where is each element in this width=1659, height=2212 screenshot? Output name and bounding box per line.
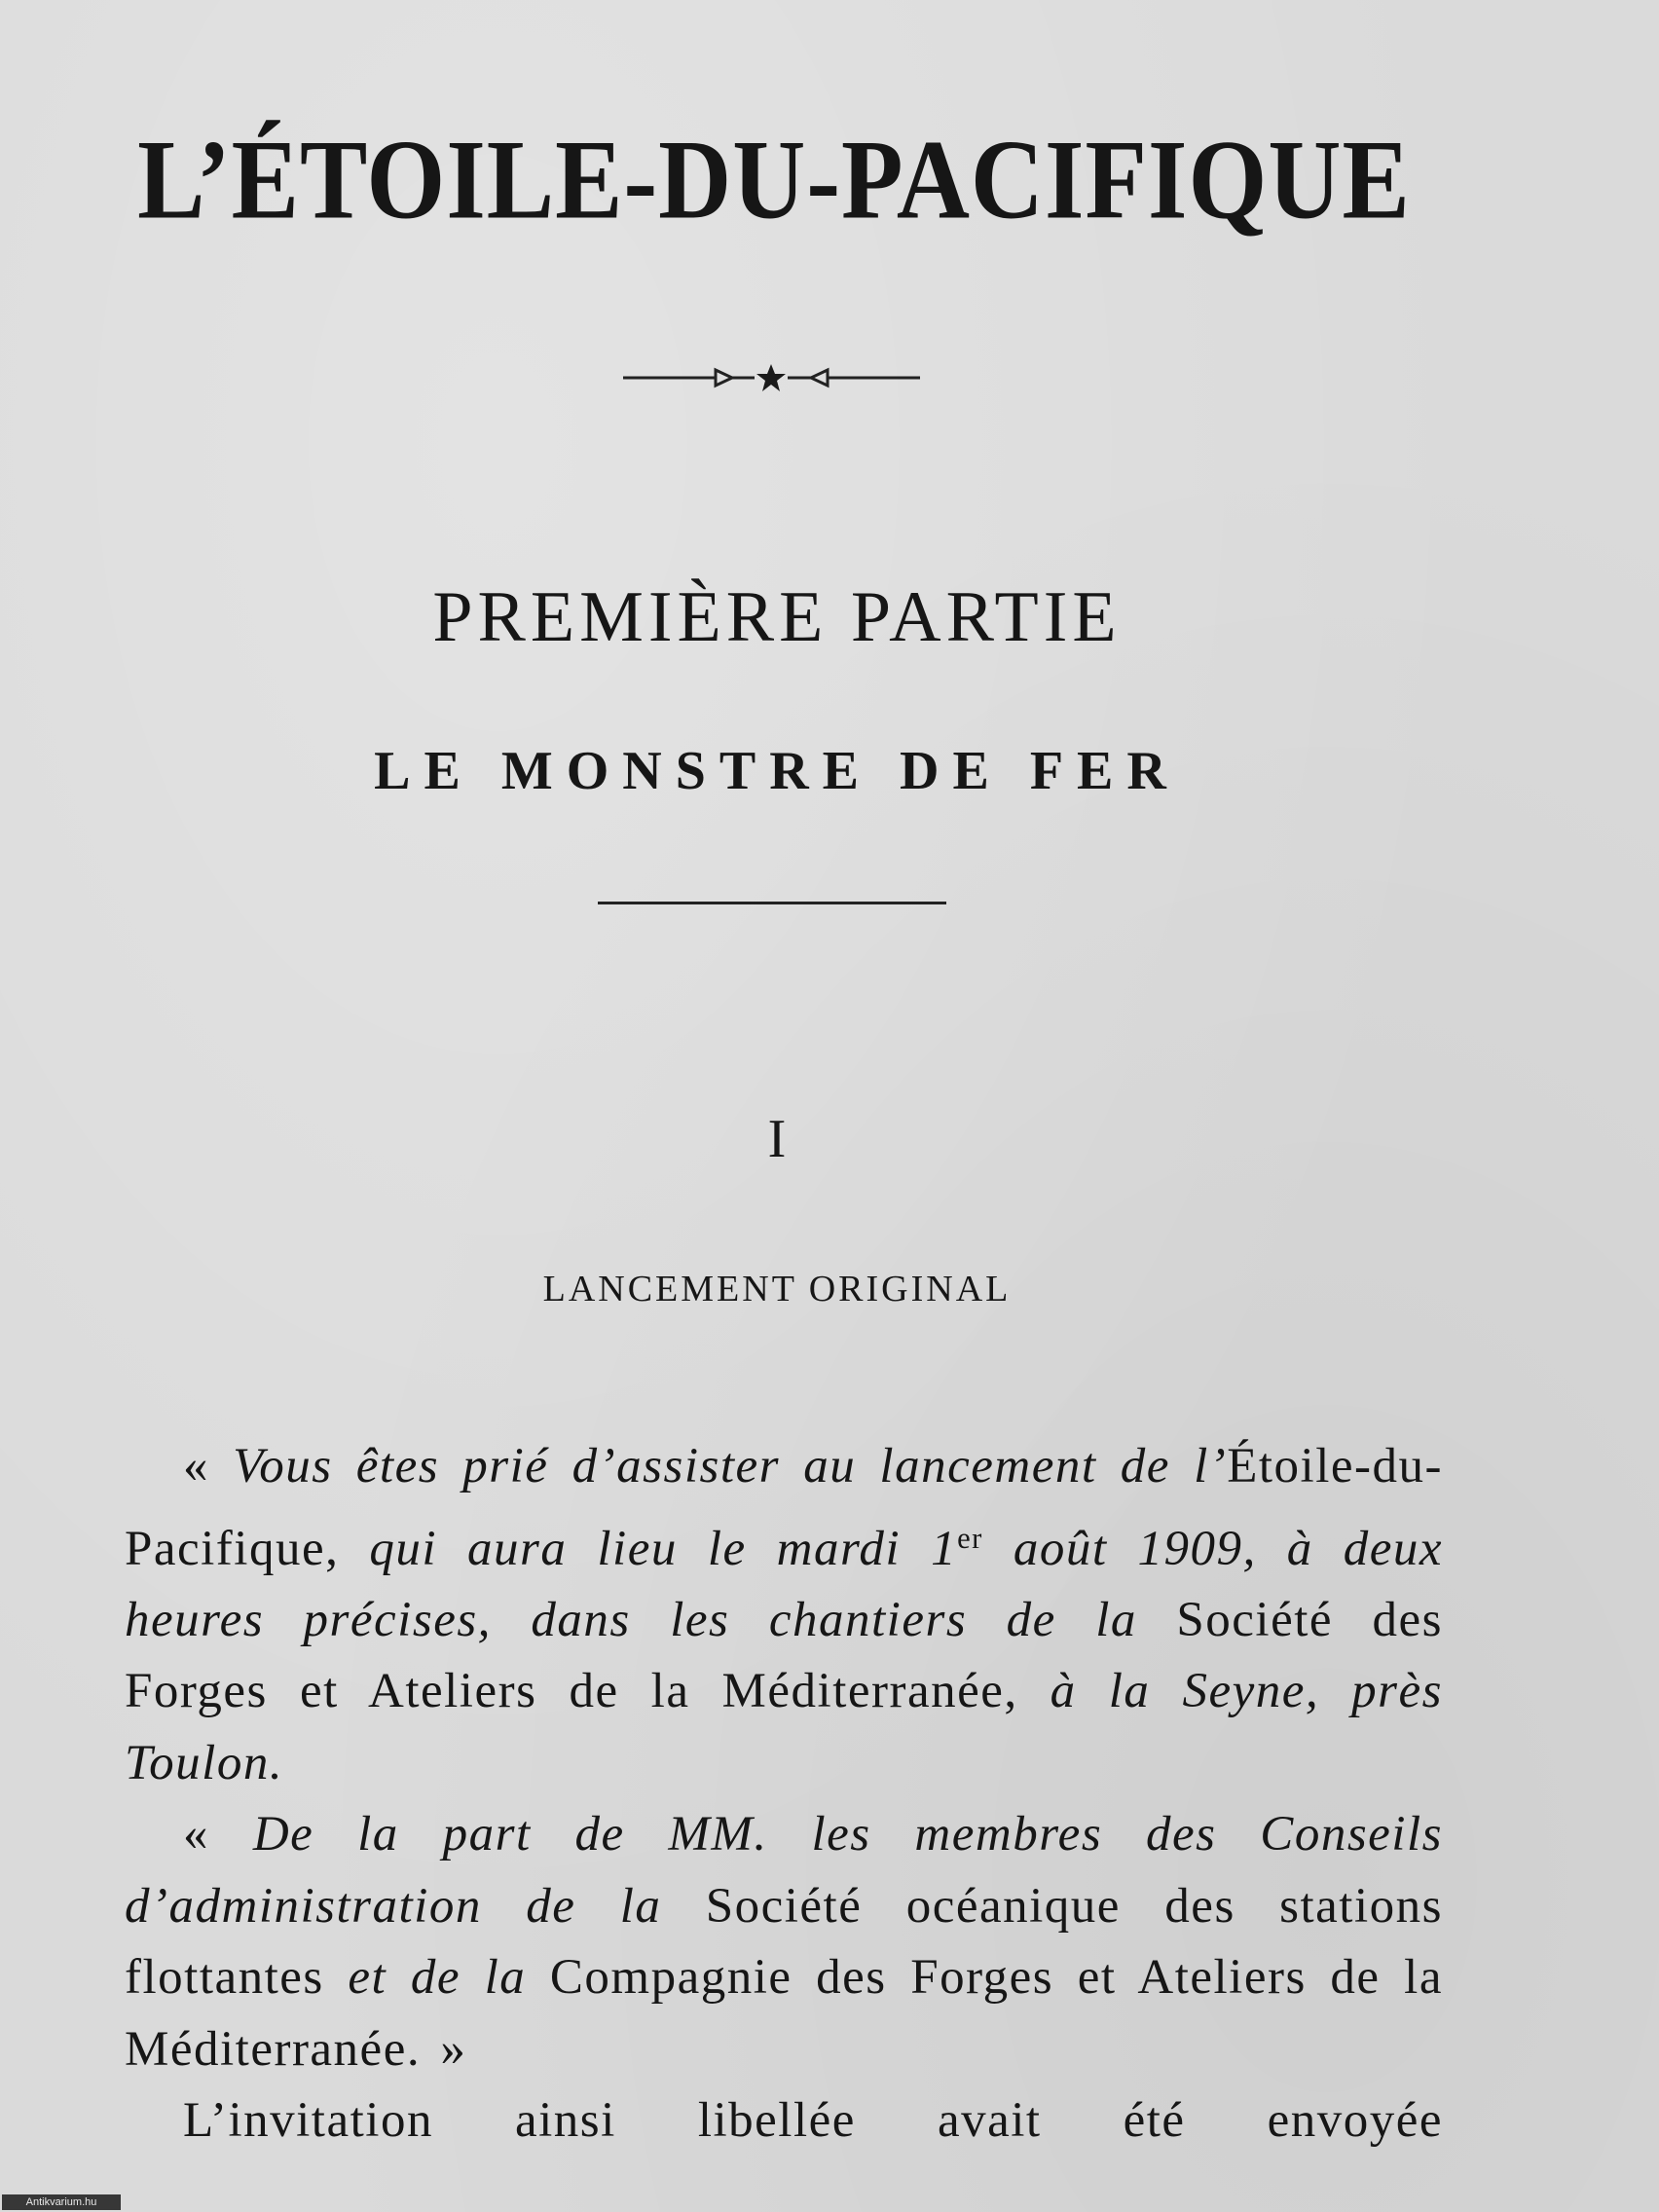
- roman-text: «: [183, 1807, 253, 1862]
- part-title: PREMIÈRE PARTIE: [432, 577, 1122, 657]
- paragraph: [125, 2085, 1443, 2157]
- roman-text: Société des Forges et Ateliers de la Méditerranée,: [125, 1592, 1443, 1719]
- book-title: L’ÉTOILE-DU-PACIFIQUE: [137, 117, 1411, 243]
- italic-text: août 1909, à deux heures précises, dans les chantiers de la: [125, 1521, 1444, 1647]
- superscript-text: er: [957, 1521, 983, 1555]
- roman-text: ,: [325, 1521, 370, 1576]
- roman-text: [1170, 1439, 1194, 1493]
- paragraph: [125, 1799, 1443, 2085]
- italic-text: à la Seyne, près Toulon.: [125, 1664, 1443, 1790]
- roman-text: L’invitation ainsi libellée avait été envoyée: [183, 2093, 1443, 2149]
- italic-text: l’: [1194, 1439, 1228, 1493]
- roman-text: [901, 1521, 931, 1575]
- italic-text: et de la: [348, 1950, 527, 2006]
- ornament-divider-icon: [623, 360, 920, 395]
- italic-text: Vous êtes prié d’assister au lancement de: [233, 1439, 1170, 1493]
- part-subtitle: LE MONSTRE DE FER: [374, 741, 1180, 801]
- section-rule: [598, 902, 946, 904]
- italic-text: 1: [931, 1521, 958, 1576]
- italic-text: De la part de MM. les membres des Conseils d’administration de la: [125, 1807, 1443, 1934]
- roman-text: Société océanique des stations flottantes: [125, 1878, 1443, 2006]
- paragraph: [125, 1431, 1443, 1799]
- italic-text: qui aura lieu le mardi: [369, 1521, 902, 1576]
- roman-text: Compagnie des Forges et Ateliers de la Méditerranée. »: [125, 1950, 1443, 2077]
- chapter-number: I: [767, 1109, 787, 1169]
- watermark: Antikvarium.hu: [2, 2194, 121, 2210]
- body-text: [125, 1431, 1443, 2157]
- chapter-title: LANCEMENT ORIGINAL: [542, 1269, 1012, 1309]
- roman-text: Étoile-du-Pacifique: [125, 1439, 1443, 1576]
- roman-text: «: [183, 1439, 234, 1493]
